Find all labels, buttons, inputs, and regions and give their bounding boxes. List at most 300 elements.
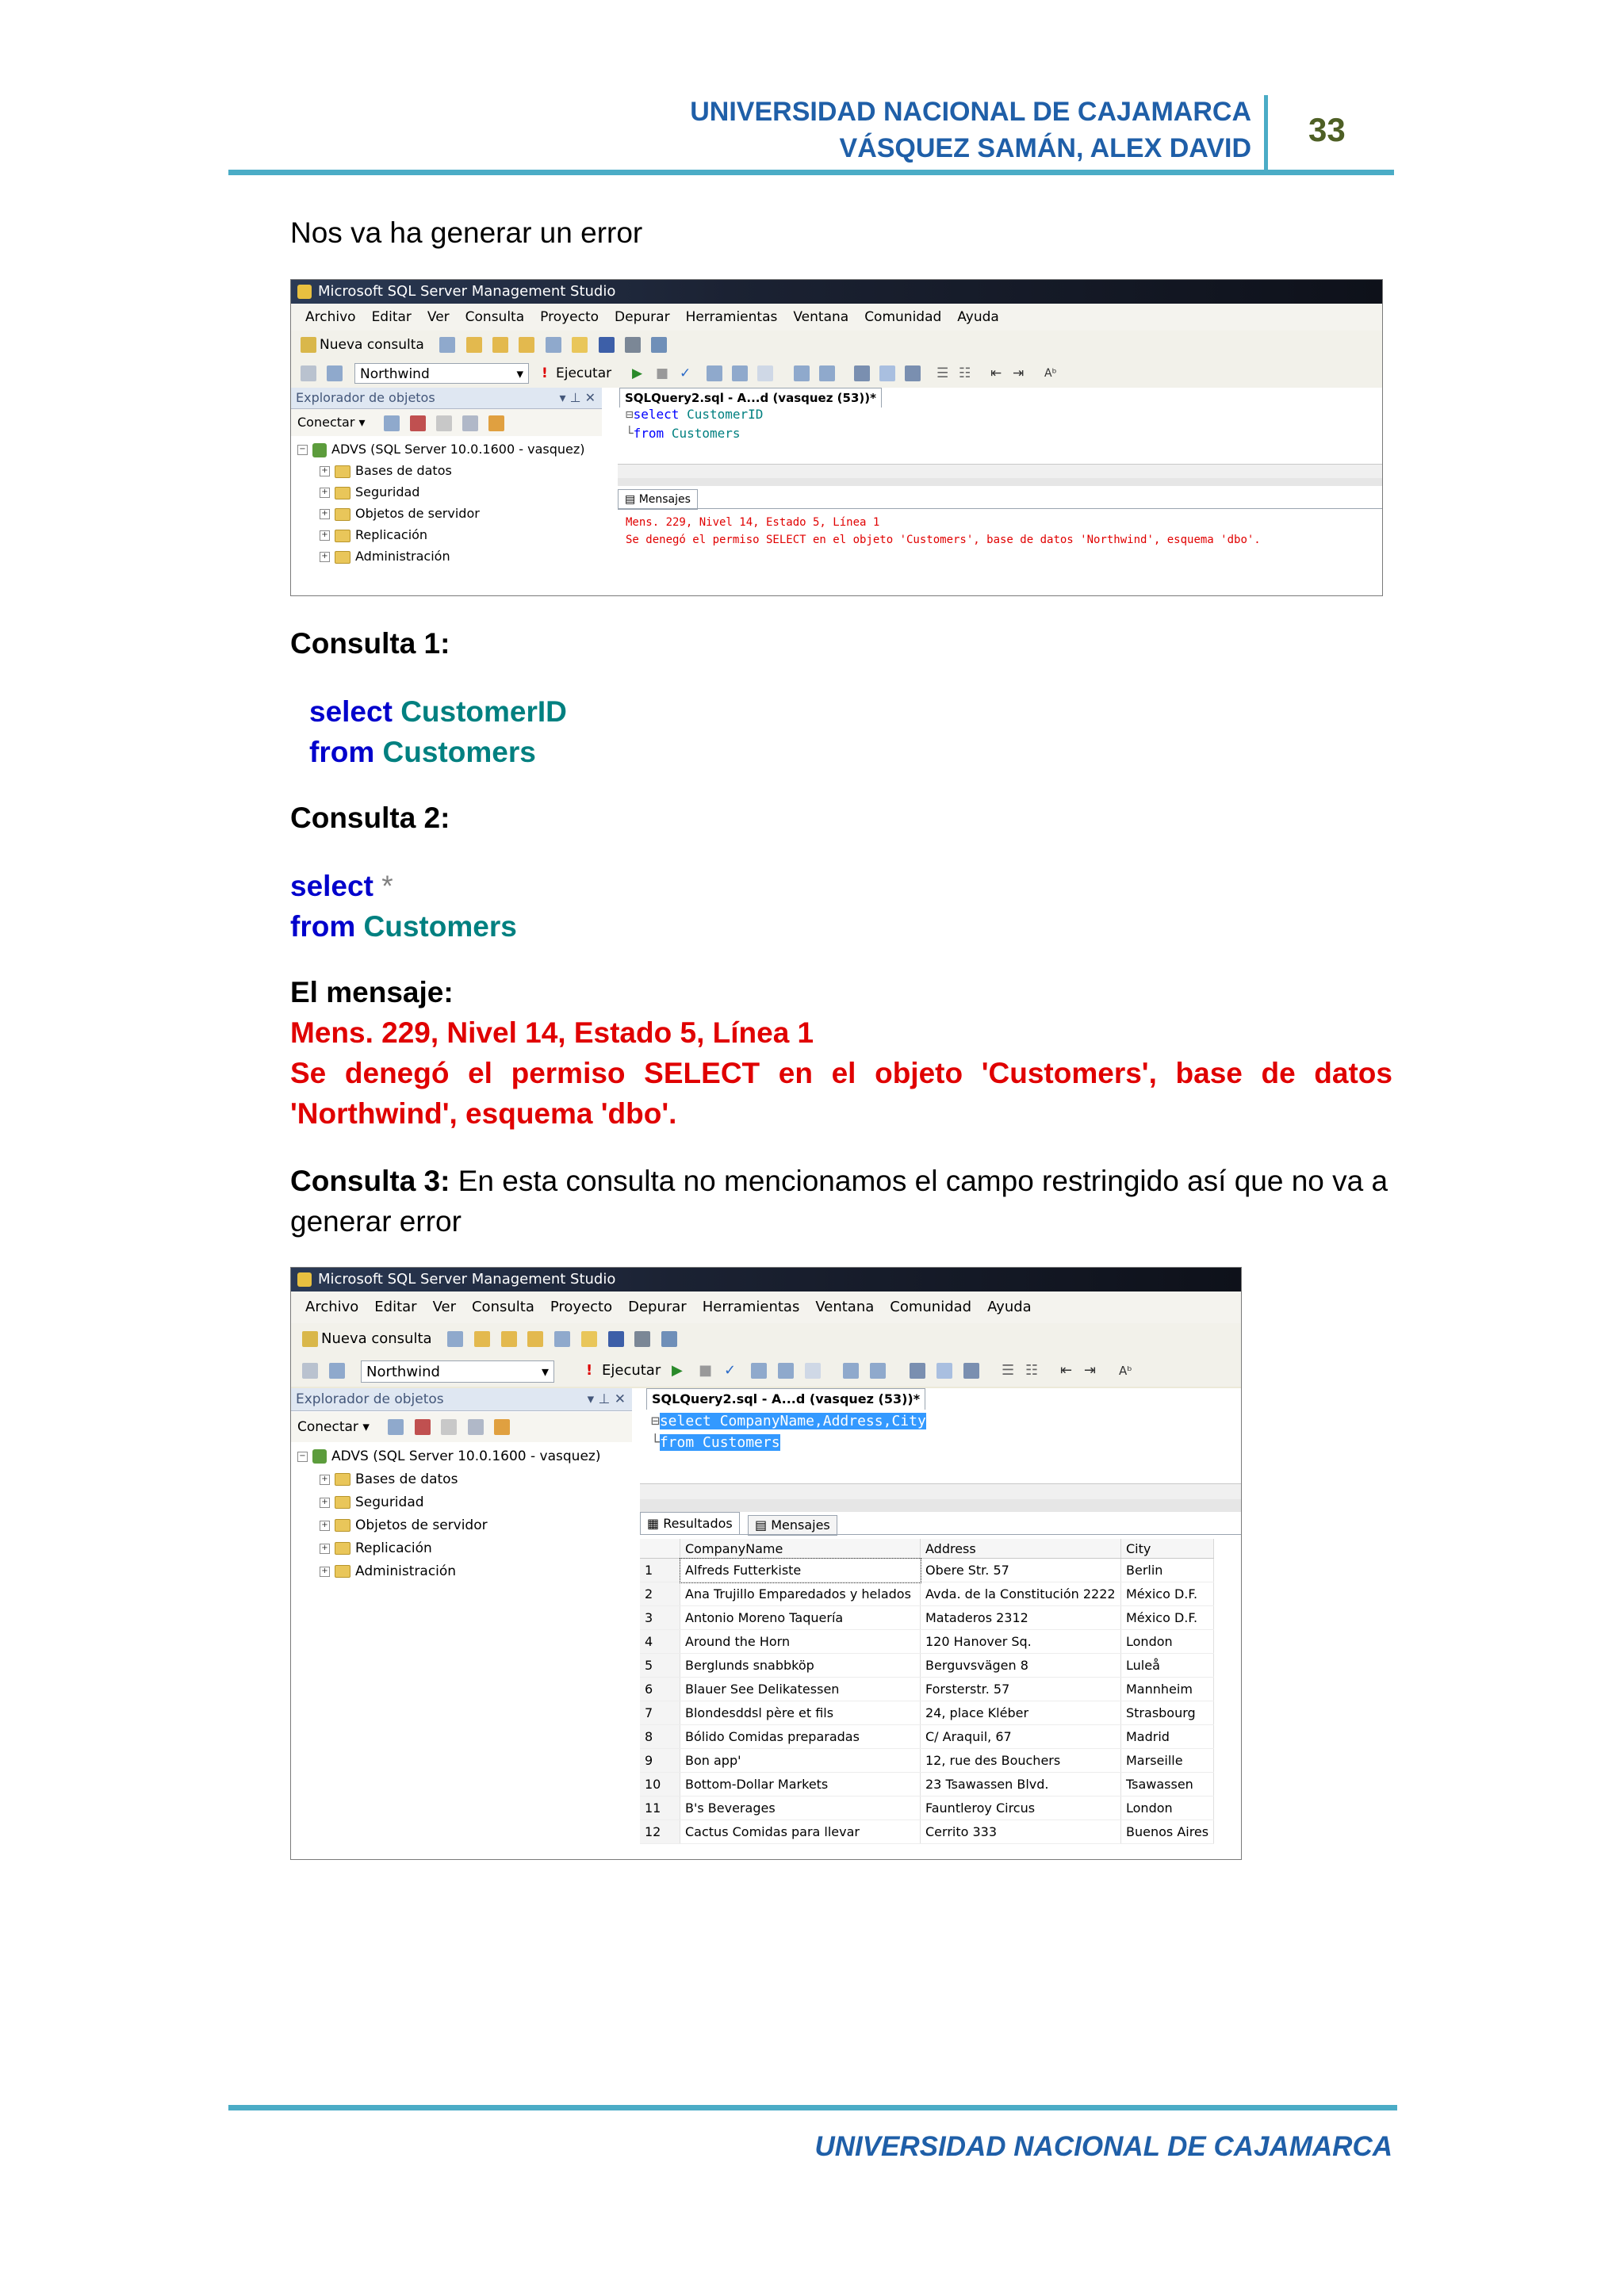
horizontal-scrollbar[interactable] [618,464,1382,479]
folder-icon [335,1519,350,1532]
filter-icon[interactable] [468,1419,484,1435]
tab-messages[interactable] [748,1515,837,1536]
query-code[interactable]: ⊟select CompanyName,Address,City └from Customers [651,1413,926,1451]
page-number: 33 [1308,111,1346,148]
column-header[interactable]: Address [921,1539,1121,1559]
tab-divider [618,508,1382,509]
table-row[interactable] [640,1820,1214,1844]
menu-consulta[interactable]: Consulta [471,1299,534,1315]
menu-bar [291,304,1382,331]
query-designer-icon[interactable] [732,365,748,381]
sql-keyword: select [290,870,373,902]
save-icon[interactable] [599,337,615,353]
table-cell[interactable]: 24, place Kléber [921,1701,1121,1725]
stop-icon[interactable]: ■ [656,365,669,381]
results-file-icon[interactable] [963,1363,979,1379]
table-cell[interactable]: Cerrito 333 [921,1820,1121,1844]
tree-item-label: Bases de datos [355,463,452,478]
register-server-icon[interactable] [388,1419,404,1435]
increase-indent-icon[interactable]: ⇥ [1013,365,1025,381]
tab-divider [640,1534,1241,1535]
table-cell[interactable]: Bon app' [680,1749,921,1773]
close-icon[interactable]: ▾ ⊥ ✕ [587,1391,626,1407]
tree-item-label: Objetos de servidor [355,1517,488,1533]
specify-values-icon[interactable]: Aᵇ [1044,367,1057,380]
comment-icon[interactable]: ☰ [936,365,949,381]
window-titlebar [291,280,1382,304]
splitter[interactable] [640,1499,1241,1512]
new-query-icon [301,337,316,353]
tab-results[interactable] [640,1512,740,1535]
sql-identifier: Customers [363,910,517,943]
analysis-query-icon[interactable] [466,337,482,353]
table-row[interactable] [640,1559,1214,1582]
table-cell[interactable]: Bottom-Dollar Markets [680,1773,921,1797]
chevron-down-icon[interactable]: ▾ [354,415,366,430]
uncomment-icon[interactable]: ☷ [959,365,971,381]
results-grid-icon[interactable] [879,365,895,381]
execute-icon: ! [542,365,548,381]
analysis-query-icon[interactable] [474,1331,490,1347]
server-icon [312,443,327,457]
results-file-icon[interactable] [905,365,921,381]
code-identifier: Customers [671,426,741,441]
stop-explorer-icon[interactable] [441,1419,457,1435]
xmla-query-icon[interactable] [546,337,561,353]
tree-item-management[interactable] [297,545,584,567]
ssms-screenshot-error [290,279,1383,596]
table-cell[interactable]: Mataderos 2312 [921,1606,1121,1630]
table-cell[interactable]: Cactus Comidas para llevar [680,1820,921,1844]
database-select[interactable] [354,363,529,384]
table-cell[interactable]: Berguvsvägen 8 [921,1654,1121,1678]
server-node-label: ADVS (SQL Server 10.0.1600 - vasquez) [331,1448,601,1464]
tree-item-replication[interactable] [297,1537,600,1560]
activity-monitor-icon[interactable] [661,1331,677,1347]
tree-item-label: Replicación [355,527,428,542]
table-cell[interactable]: Luleå [1121,1654,1214,1678]
sql-editor-toolbar [291,1355,1241,1387]
table-row[interactable] [640,1606,1214,1630]
row-number-cell[interactable]: 8 [640,1725,680,1749]
table-row[interactable] [640,1725,1214,1749]
sql-keyword: from [309,736,375,768]
menu-archivo[interactable]: Archivo [305,1299,359,1315]
row-number-cell[interactable]: 10 [640,1773,680,1797]
intellisense-icon[interactable] [794,365,810,381]
new-file-icon[interactable] [447,1331,463,1347]
tab-messages[interactable] [618,489,698,510]
save-icon[interactable] [608,1331,624,1347]
new-query-icon [302,1331,318,1347]
row-number-cell[interactable]: 12 [640,1820,680,1844]
menu-depurar[interactable]: Depurar [628,1299,687,1315]
query-code[interactable]: ⊟select CustomerID └from Customers [626,407,764,441]
debug-icon[interactable]: ▶ [632,365,643,381]
include-plan-icon[interactable] [819,365,835,381]
object-explorer [291,1388,633,1859]
increase-indent-icon[interactable]: ⇥ [1084,1362,1097,1379]
window-title: Microsoft SQL Server Management Studio [318,1271,616,1288]
sql-keyword: select [309,695,393,728]
expand-icon[interactable]: + [320,1475,330,1485]
expand-icon[interactable]: + [320,488,330,498]
table-row[interactable] [640,1749,1214,1773]
standard-toolbar [291,1323,1241,1355]
disconnect-icon[interactable] [410,415,426,431]
connect-button[interactable]: Conectar [297,415,355,430]
xmla-query-icon[interactable] [554,1331,570,1347]
mdx-query-icon[interactable] [492,337,508,353]
menu-archivo[interactable]: Archivo [305,309,356,325]
object-explorer-header [291,388,602,409]
table-cell[interactable]: Forsterstr. 57 [921,1678,1121,1701]
table-row[interactable] [640,1654,1214,1678]
sql-star: * [381,870,393,902]
connect-button[interactable]: Conectar [297,1419,358,1435]
table-row[interactable] [640,1582,1214,1606]
expand-icon[interactable]: + [320,1544,330,1554]
menu-editar[interactable]: Editar [371,309,412,325]
table-row[interactable] [640,1630,1214,1654]
folder-icon [335,530,350,542]
results-text-icon[interactable] [910,1363,925,1379]
table-cell[interactable]: Mannheim [1121,1678,1214,1701]
tree-item-label: Seguridad [355,1494,424,1510]
code-keyword: select [633,407,680,422]
results-grid-icon[interactable] [936,1363,952,1379]
connect-icon[interactable] [301,365,316,381]
uncomment-icon[interactable]: ☷ [1025,1362,1039,1379]
execute-button[interactable]: Ejecutar [556,365,612,381]
change-connection-icon[interactable] [329,1363,345,1379]
expand-icon[interactable]: + [320,1521,330,1531]
ssms-app-icon [297,1272,312,1287]
table-cell[interactable]: Around the Horn [680,1630,921,1654]
refresh-icon[interactable] [494,1419,510,1435]
table-row[interactable] [640,1701,1214,1725]
folder-icon [335,1473,350,1486]
tree-item-label: Bases de datos [355,1471,458,1487]
header-institution: UNIVERSIDAD NACIONAL DE CAJAMARCA [690,97,1251,127]
row-number-cell[interactable]: 5 [640,1654,680,1678]
object-explorer-title: Explorador de objetos [296,1391,444,1407]
menu-ventana[interactable]: Ventana [815,1299,875,1315]
consulta2-label: Consulta 2: [290,802,450,834]
activity-monitor-icon[interactable] [651,337,667,353]
intro-text: Nos va ha generar un error [290,216,643,249]
dmx-query-icon[interactable] [519,337,534,353]
table-cell[interactable]: 120 Hanover Sq. [921,1630,1121,1654]
header-divider [1264,95,1268,170]
tree-item-label: Seguridad [355,484,420,499]
error-message-line1: Mens. 229, Nivel 14, Estado 5, Línea 1 [626,516,880,529]
table-cell[interactable]: Berlin [1121,1559,1214,1582]
window-titlebar [291,1268,1241,1292]
comment-icon[interactable]: ☰ [1002,1362,1015,1379]
row-number-cell[interactable]: 9 [640,1749,680,1773]
chevron-down-icon: ▾ [516,366,523,382]
new-query-button[interactable]: Nueva consulta [321,1330,432,1347]
execute-button[interactable]: Ejecutar [602,1362,661,1379]
register-server-icon[interactable] [384,415,400,431]
table-cell[interactable]: 12, rue des Bouchers [921,1749,1121,1773]
menu-editar[interactable]: Editar [374,1299,417,1315]
table-cell[interactable]: Blondesddsl père et fils [680,1701,921,1725]
table-cell[interactable]: Bólido Comidas preparadas [680,1725,921,1749]
object-tree [297,438,584,567]
table-cell[interactable]: Buenos Aires [1121,1820,1214,1844]
messages-icon: ▤ [625,493,639,506]
menu-bar [291,1292,1241,1323]
mensaje-line1: Mens. 229, Nivel 14, Estado 5, Línea 1 [290,1016,814,1049]
folder-icon [335,487,350,499]
object-tree [297,1445,600,1583]
decrease-indent-icon[interactable]: ⇤ [1060,1362,1073,1379]
row-number-cell[interactable]: 3 [640,1606,680,1630]
collapse-icon[interactable]: − [297,1452,308,1462]
mensaje-line2a: Se denegó el permiso SELECT en el objeto 'Customers', base de datos [290,1057,1392,1089]
table-cell[interactable]: México D.F. [1121,1606,1214,1630]
tab-results-label: Resultados [663,1516,733,1531]
results-body [640,1559,1214,1844]
tree-item-label: Replicación [355,1540,432,1556]
table-row[interactable] [640,1797,1214,1820]
server-node[interactable] [297,438,584,460]
mensaje-line2b: 'Northwind', esquema 'dbo'. [290,1097,677,1130]
table-cell[interactable]: Alfreds Futterkiste [680,1559,921,1582]
display-plan-icon[interactable] [707,365,722,381]
consulta1-code [309,691,567,772]
tab-query[interactable]: SQLQuery2.sql - A...d (vasquez (53))* [619,388,882,408]
tree-item-security[interactable] [297,481,584,503]
open-file-icon[interactable] [581,1331,597,1347]
menu-herramientas[interactable]: Herramientas [702,1299,800,1315]
results-header-row [640,1539,1214,1559]
mensaje-label: El mensaje: [290,976,454,1008]
folder-icon [335,465,350,478]
table-cell[interactable]: C/ Araquil, 67 [921,1725,1121,1749]
sql-identifier: CustomerID [400,695,567,728]
table-cell[interactable]: Obere Str. 57 [921,1559,1121,1582]
intellisense-icon[interactable] [843,1363,859,1379]
sql-identifier: Customers [382,736,536,768]
menu-ver[interactable]: Ver [427,309,450,325]
expand-icon[interactable]: + [320,530,330,541]
options-icon[interactable] [805,1363,821,1379]
table-cell[interactable]: Avda. de la Constitución 2222 [921,1582,1121,1606]
row-number-cell[interactable]: 2 [640,1582,680,1606]
tree-item-databases[interactable] [297,1468,600,1491]
expand-icon[interactable]: + [320,1567,330,1577]
expand-icon[interactable]: + [320,552,330,562]
chevron-down-icon: ▾ [541,1364,549,1380]
menu-ayuda[interactable]: Ayuda [987,1299,1032,1315]
tree-item-label: Objetos de servidor [355,506,480,521]
table-cell[interactable]: Marseille [1121,1749,1214,1773]
table-cell[interactable]: Blauer See Delikatessen [680,1678,921,1701]
tree-item-databases[interactable] [297,460,584,481]
tree-item-replication[interactable] [297,524,584,545]
include-plan-icon[interactable] [870,1363,886,1379]
footer-institution: UNIVERSIDAD NACIONAL DE CAJAMARCA [814,2131,1392,2162]
results-text-icon[interactable] [854,365,870,381]
table-row[interactable] [640,1773,1214,1797]
display-plan-icon[interactable] [751,1363,767,1379]
tree-item-management[interactable] [297,1560,600,1583]
close-icon[interactable]: ▾ ⊥ ✕ [559,390,596,405]
connect-icon[interactable] [302,1363,318,1379]
consulta3-paragraph-line2: generar error [290,1205,462,1238]
parse-icon[interactable]: ✓ [724,1362,737,1379]
database-select-value: Northwind [366,1364,440,1380]
expand-icon[interactable]: + [320,1498,330,1508]
row-number-cell[interactable]: 1 [640,1559,680,1582]
object-explorer-toolbar [291,1412,632,1442]
server-node-label: ADVS (SQL Server 10.0.1600 - vasquez) [331,442,585,457]
header-rule [228,170,1394,175]
table-cell[interactable]: Ana Trujillo Emparedados y helados [680,1582,921,1606]
row-number-cell[interactable]: 4 [640,1630,680,1654]
row-number-header [640,1539,680,1559]
specify-values-icon[interactable]: Aᵇ [1119,1364,1132,1378]
query-editor-pane [602,388,1382,595]
horizontal-scrollbar[interactable] [640,1483,1241,1500]
folder-icon [335,551,350,564]
table-cell[interactable]: London [1121,1797,1214,1820]
new-query-button[interactable]: Nueva consulta [320,337,424,353]
mdx-query-icon[interactable] [501,1331,517,1347]
sql-editor-toolbar [291,359,1382,388]
row-number-cell[interactable]: 11 [640,1797,680,1820]
server-icon [312,1449,327,1464]
query-editor-pane [632,1388,1241,1859]
change-connection-icon[interactable] [327,365,343,381]
expand-icon[interactable]: + [320,509,330,519]
results-grid [640,1539,1214,1844]
new-file-icon[interactable] [439,337,455,353]
refresh-icon[interactable] [488,415,504,431]
splitter[interactable] [618,478,1382,486]
code-identifier: CustomerID [687,407,764,422]
folder-icon [335,1496,350,1509]
stop-icon[interactable]: ■ [699,1362,713,1379]
tree-item-label: Administración [355,1563,457,1579]
table-cell[interactable]: Berglunds snabbköp [680,1654,921,1678]
table-cell[interactable]: Strasbourg [1121,1701,1214,1725]
menu-ventana[interactable]: Ventana [793,309,849,325]
menu-comunidad[interactable]: Comunidad [864,309,942,325]
menu-consulta[interactable]: Consulta [465,309,525,325]
database-select[interactable] [361,1360,554,1383]
consulta3-label: Consulta 3: [290,1165,450,1197]
dmx-query-icon[interactable] [527,1331,543,1347]
standard-toolbar [291,331,1382,359]
table-cell[interactable]: Fauntleroy Circus [921,1797,1121,1820]
table-cell[interactable]: 23 Tsawassen Blvd. [921,1773,1121,1797]
folder-icon [335,1542,350,1555]
decrease-indent-icon[interactable]: ⇤ [990,365,1002,381]
tree-item-server-objects[interactable] [297,503,584,524]
table-cell[interactable]: Madrid [1121,1725,1214,1749]
database-select-value: Northwind [360,366,430,382]
table-cell[interactable]: México D.F. [1121,1582,1214,1606]
error-message-line2: Se denegó el permiso SELECT en el objeto 'Customers', base de datos 'Northwind', esquema 'dbo'. [626,534,1261,546]
object-explorer [291,388,603,595]
print-icon[interactable] [634,1331,650,1347]
tree-item-server-objects[interactable] [297,1514,600,1537]
code-keyword: from [633,426,665,441]
ssms-screenshot-results [290,1267,1242,1860]
sql-keyword: from [290,910,356,943]
disconnect-icon[interactable] [415,1419,431,1435]
header-author: VÁSQUEZ SAMÁN, ALEX DAVID [839,133,1251,163]
grid-icon: ▦ [647,1516,664,1531]
menu-ayuda[interactable]: Ayuda [957,309,999,325]
menu-depurar[interactable]: Depurar [615,309,670,325]
row-number-cell[interactable]: 7 [640,1701,680,1725]
tree-item-security[interactable] [297,1491,600,1514]
debug-icon[interactable]: ▶ [672,1362,683,1379]
menu-comunidad[interactable]: Comunidad [890,1299,972,1315]
server-node[interactable] [297,1445,600,1468]
menu-herramientas[interactable]: Herramientas [685,309,778,325]
table-row[interactable] [640,1678,1214,1701]
messages-icon: ▤ [755,1517,772,1533]
open-file-icon[interactable] [572,337,588,353]
selected-code-line2: from Customers [659,1434,780,1451]
object-explorer-toolbar [291,409,602,436]
print-icon[interactable] [625,337,641,353]
consulta1-label: Consulta 1: [290,627,450,660]
parse-icon[interactable]: ✓ [680,365,691,381]
window-title: Microsoft SQL Server Management Studio [318,283,616,300]
tab-query[interactable]: SQLQuery2.sql - A...d (vasquez (53))* [646,1388,925,1410]
folder-icon [335,508,350,521]
object-explorer-title: Explorador de objetos [296,390,435,405]
consulta3-text: En esta consulta no mencionamos el campo restringido así que no va a [450,1165,1388,1197]
tab-messages-label: Mensajes [638,493,691,506]
filter-icon[interactable] [462,415,478,431]
query-designer-icon[interactable] [778,1363,794,1379]
selected-code-line1: select CompanyName,Address,City [659,1413,926,1429]
options-icon[interactable] [757,365,773,381]
tree-item-label: Administración [355,549,450,564]
menu-proyecto[interactable]: Proyecto [550,1299,613,1315]
collapse-icon[interactable]: − [297,445,308,455]
consulta3-paragraph-line1 [290,1161,1400,1201]
execute-icon: ! [586,1362,593,1379]
column-header[interactable]: City [1121,1539,1214,1559]
tab-messages-label: Mensajes [771,1517,830,1533]
table-cell[interactable]: B's Beverages [680,1797,921,1820]
chevron-down-icon[interactable]: ▾ [358,1419,370,1435]
stop-explorer-icon[interactable] [436,415,452,431]
object-explorer-header [291,1388,632,1411]
consulta2-code [290,866,517,947]
ssms-app-icon [297,285,312,299]
expand-icon[interactable]: + [320,466,330,476]
table-cell[interactable]: Tsawassen [1121,1773,1214,1797]
table-cell[interactable]: London [1121,1630,1214,1654]
column-header[interactable]: CompanyName [680,1539,921,1559]
row-number-cell[interactable]: 6 [640,1678,680,1701]
footer-rule [228,2105,1397,2110]
table-cell[interactable]: Antonio Moreno Taquería [680,1606,921,1630]
menu-ver[interactable]: Ver [432,1299,456,1315]
menu-proyecto[interactable]: Proyecto [540,309,599,325]
folder-icon [335,1565,350,1578]
